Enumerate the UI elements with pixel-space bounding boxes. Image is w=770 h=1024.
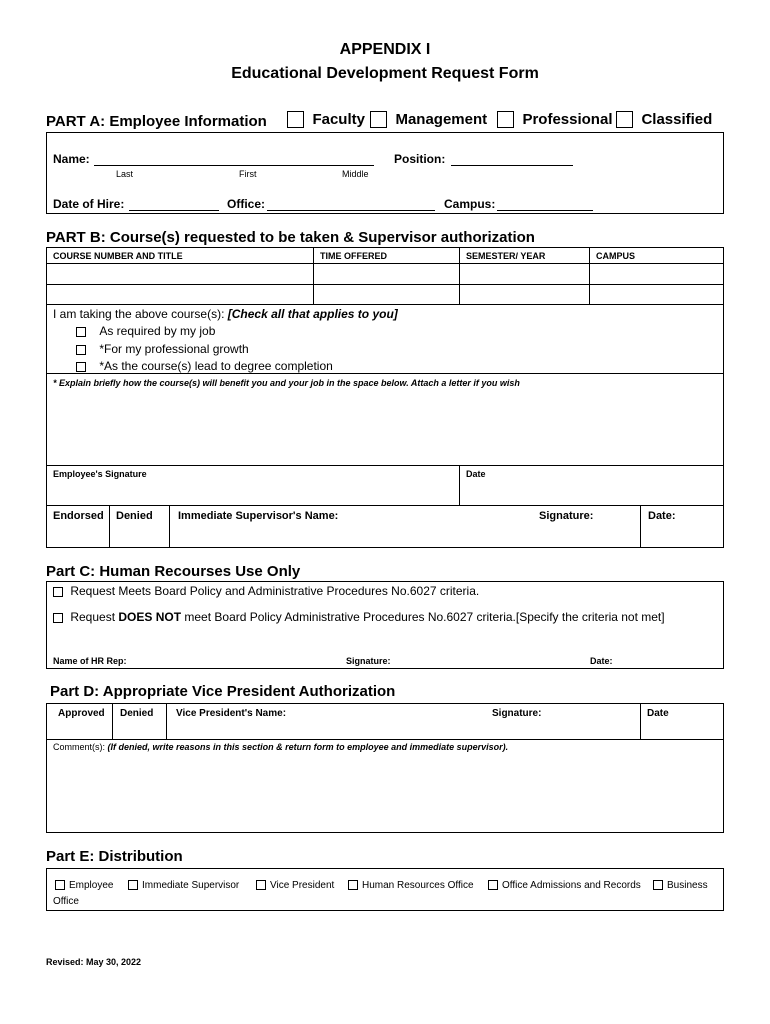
taking-courses-text	[53, 307, 398, 321]
col-semester: SEMESTER/ YEAR	[466, 251, 546, 261]
professional-label: Professional	[522, 111, 613, 128]
part-c-option-2[interactable]	[53, 610, 665, 624]
form-title: Educational Development Request Form	[231, 65, 539, 82]
part-d-heading: Part D: Appropriate Vice President Authorization	[50, 683, 396, 700]
growth-checkbox[interactable]	[76, 345, 86, 355]
supervisor-date-divider	[640, 505, 641, 548]
col-campus: CAMPUS	[596, 251, 636, 261]
position-input-line[interactable]	[451, 165, 573, 166]
category-professional[interactable]	[497, 111, 612, 129]
business-label: Business	[667, 880, 708, 891]
vp-denied-label[interactable]: Denied	[120, 708, 154, 719]
dist-business[interactable]	[653, 880, 708, 891]
dist-hr[interactable]	[348, 880, 474, 891]
not-meets-bold: DOES NOT	[118, 610, 182, 624]
dist-employee[interactable]	[55, 880, 113, 891]
denied-label[interactable]: Denied	[116, 510, 153, 522]
option-required[interactable]	[76, 324, 215, 338]
business-office-wrap: Office	[53, 896, 79, 907]
taking-text: I am taking the above course(s):	[53, 307, 225, 321]
employee-date-field[interactable]	[460, 482, 722, 504]
hr-checkbox[interactable]	[348, 880, 358, 890]
not-meets-suffix: meet Board Policy Administrative Procedures No.6027 criteria.[Specify the criteria not met]	[181, 610, 665, 624]
name-label: Name:	[53, 152, 90, 166]
part-b-heading: PART B: Course(s) requested to be taken & Supervisor authorization	[46, 229, 535, 246]
degree-checkbox[interactable]	[76, 362, 86, 372]
employee-label: Employee	[69, 880, 114, 891]
meets-criteria-label: Request Meets Board Policy and Administrative Procedures No.6027 criteria.	[70, 584, 480, 598]
employee-signature-field[interactable]	[47, 482, 458, 504]
comments-instruction: (If denied, write reasons in this section & return form to employee and immediate supervisor).	[107, 742, 509, 752]
employee-checkbox[interactable]	[55, 880, 65, 890]
part-c-option-1[interactable]	[53, 584, 479, 598]
supervisor-name-label: Immediate Supervisor's Name:	[178, 510, 339, 522]
supervisor-date-label: Date:	[648, 510, 676, 522]
name-sub-middle: Middle	[342, 169, 369, 179]
degree-label: *As the course(s) lead to degree completion	[99, 359, 333, 373]
growth-label: *For my professional growth	[99, 342, 249, 356]
supervisor-divider	[46, 505, 724, 506]
supervisor-signature-label: Signature:	[539, 510, 594, 522]
vp-denied-divider	[166, 703, 167, 739]
vp-checkbox[interactable]	[256, 880, 266, 890]
appendix-label: APPENDIX I	[339, 41, 431, 58]
category-management[interactable]	[370, 111, 487, 129]
business-checkbox[interactable]	[653, 880, 663, 890]
name-sub-last: Last	[116, 169, 134, 179]
category-classified[interactable]	[616, 111, 712, 129]
hr-label: Human Resources Office	[362, 880, 474, 891]
comments-label: Comment(s):	[53, 742, 106, 752]
dist-vp[interactable]	[256, 880, 334, 891]
vp-date-label: Date	[647, 708, 669, 719]
dist-supervisor[interactable]	[128, 880, 239, 891]
required-checkbox[interactable]	[76, 327, 86, 337]
vp-name-label: Vice President's Name:	[176, 708, 287, 719]
table-bottom-divider	[46, 304, 724, 305]
endorsed-divider	[109, 505, 110, 548]
course-row-2-course[interactable]	[47, 285, 312, 303]
denied-divider	[169, 505, 170, 548]
campus-label: Campus:	[444, 197, 496, 211]
management-checkbox[interactable]	[370, 111, 387, 128]
explain-textarea[interactable]	[47, 392, 723, 464]
part-e-heading: Part E: Distribution	[46, 848, 183, 865]
date-of-hire-input-line[interactable]	[129, 210, 219, 211]
option-degree[interactable]	[76, 359, 333, 373]
revised-date: Revised: May 30, 2022	[46, 957, 142, 967]
course-row-2-campus[interactable]	[590, 285, 723, 303]
part-a-heading: PART A: Employee Information	[46, 113, 267, 130]
comments-textarea[interactable]	[47, 756, 723, 831]
meets-criteria-checkbox[interactable]	[53, 587, 63, 597]
faculty-checkbox[interactable]	[287, 111, 304, 128]
required-label: As required by my job	[99, 324, 216, 338]
vp-label: Vice President	[270, 880, 335, 891]
course-row-1-course[interactable]	[47, 264, 312, 283]
course-row-2-time[interactable]	[314, 285, 458, 303]
taking-instruction: [Check all that applies to you]	[227, 307, 398, 321]
course-row-1-campus[interactable]	[590, 264, 723, 283]
course-row-1-time[interactable]	[314, 264, 458, 283]
approved-label[interactable]: Approved	[58, 708, 105, 719]
faculty-label: Faculty	[312, 111, 365, 128]
office-label: Office:	[227, 197, 266, 211]
supervisor-label: Immediate Supervisor	[142, 880, 240, 891]
course-row-1-semester[interactable]	[460, 264, 588, 283]
hr-signature-label: Signature:	[346, 656, 391, 666]
comments-text	[53, 742, 508, 752]
office-input-line[interactable]	[267, 210, 435, 211]
col-course: COURSE NUMBER AND TITLE	[53, 251, 183, 261]
comments-divider	[46, 739, 724, 740]
admissions-label: Office Admissions and Records	[502, 880, 641, 891]
hr-date-label: Date:	[590, 656, 613, 666]
dist-admissions[interactable]	[488, 880, 641, 891]
option-growth[interactable]	[76, 342, 249, 356]
classified-checkbox[interactable]	[616, 111, 633, 128]
col-time: TIME OFFERED	[320, 251, 387, 261]
signature-divider	[46, 465, 724, 466]
not-meets-criteria-checkbox[interactable]	[53, 613, 63, 623]
not-meets-prefix: Request	[70, 610, 119, 624]
name-input-line[interactable]	[94, 165, 374, 166]
vp-signature-label: Signature:	[492, 708, 542, 719]
part-c-heading: Part C: Human Recourses Use Only	[46, 563, 301, 580]
endorsed-label[interactable]: Endorsed	[53, 510, 104, 522]
explain-text: * Explain briefly how the course(s) will benefit you and your job in the space below. Attach a letter if you wish	[53, 378, 520, 388]
management-label: Management	[395, 111, 488, 128]
name-sub-first: First	[239, 169, 257, 179]
approved-divider	[112, 703, 113, 739]
supervisor-checkbox[interactable]	[128, 880, 138, 890]
employee-signature-label: Employee's Signature	[53, 469, 147, 479]
professional-checkbox[interactable]	[497, 111, 514, 128]
position-label: Position:	[394, 152, 446, 166]
date-of-hire-label: Date of Hire:	[53, 197, 125, 211]
category-faculty[interactable]	[287, 111, 365, 129]
part-a-box	[46, 132, 724, 214]
course-row-2-semester[interactable]	[460, 285, 588, 303]
employee-date-label: Date	[466, 469, 486, 479]
admissions-checkbox[interactable]	[488, 880, 498, 890]
explain-divider	[46, 373, 724, 374]
classified-label: Classified	[641, 111, 713, 128]
hr-rep-label: Name of HR Rep:	[53, 656, 127, 666]
campus-input-line[interactable]	[497, 210, 593, 211]
vp-date-divider	[640, 703, 641, 739]
